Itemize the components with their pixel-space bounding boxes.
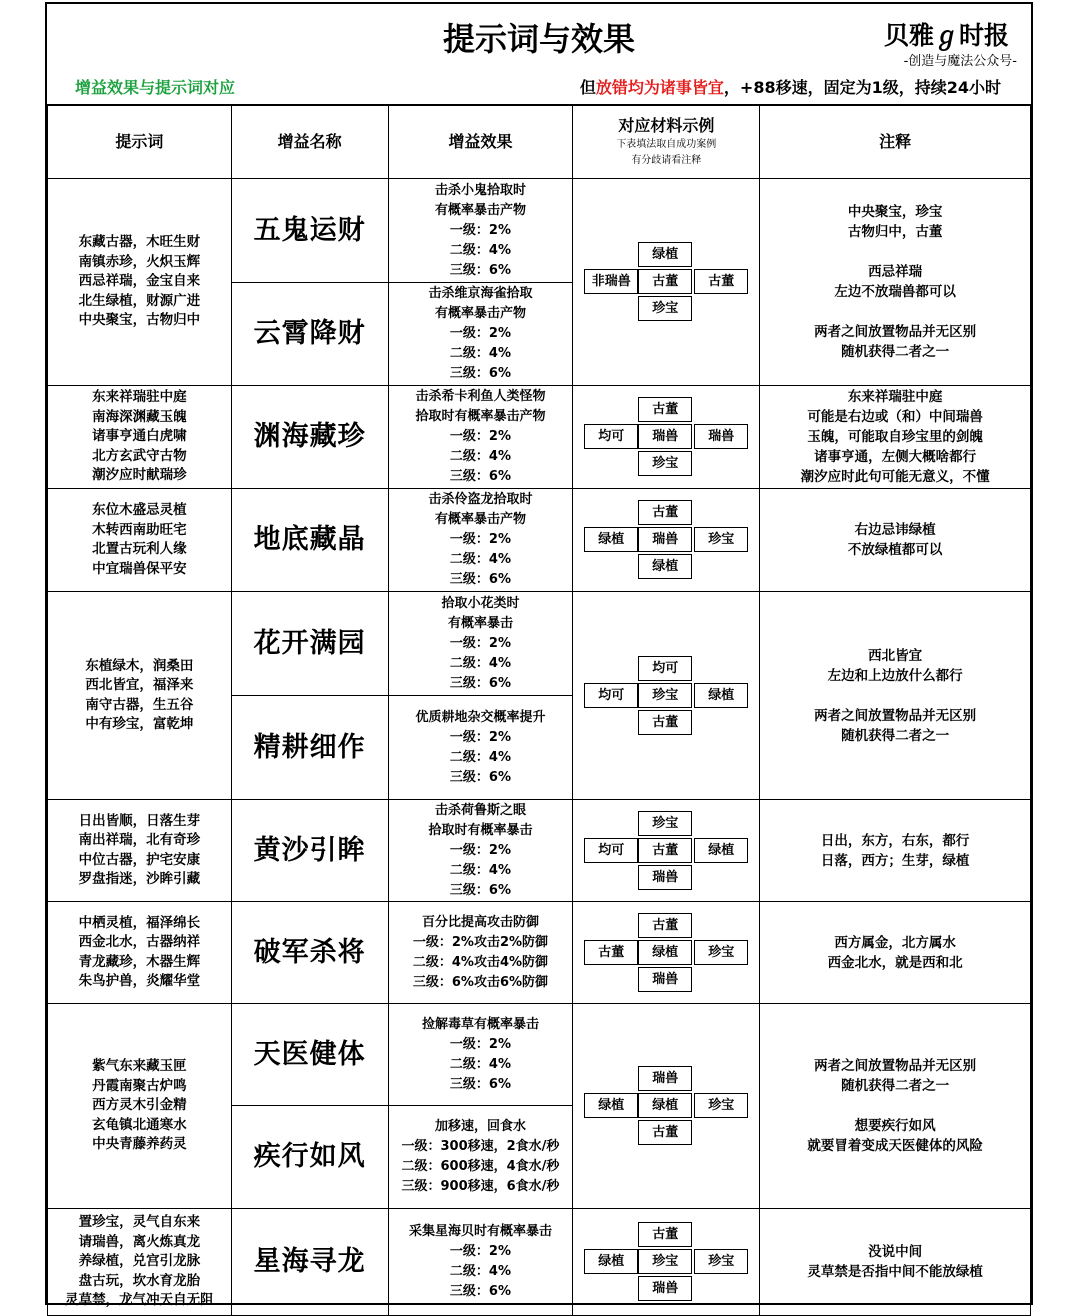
keyword-line: 南守古器，生五谷: [85, 696, 194, 713]
keyword-line: 西北皆宜，福泽来: [85, 677, 194, 693]
effect-line: 采集星海贝时有概率暴击: [408, 1224, 552, 1239]
materials-cell: [573, 489, 760, 592]
material-left: 均可: [584, 838, 638, 863]
materials-cross-grid: [584, 242, 748, 322]
keyword-line: 玄龟镇北通寒水: [92, 1116, 187, 1133]
effect-line: 击杀荷鲁斯之眼: [434, 802, 526, 818]
note-line: 没说中间: [868, 1244, 923, 1260]
buff-table: [47, 104, 1031, 1316]
buff-name: 地底藏晶: [231, 489, 388, 592]
keyword-line: 西方灵木引金精: [92, 1097, 187, 1114]
effect-line: 百分比提高攻击防御: [421, 914, 539, 930]
note-line: 右边忌讳绿植: [854, 522, 936, 538]
keyword-line: 北方玄武守古物: [92, 447, 187, 464]
effect-line: 三级：6%: [449, 1076, 511, 1092]
note-line: 东来祥瑞驻中庭: [847, 389, 943, 405]
col-header-buff-name: 增益名称: [231, 105, 388, 179]
material-left: 均可: [584, 424, 638, 449]
keyword-cell: [48, 386, 232, 489]
keyword-line: 中栖灵植，福泽绵长: [78, 914, 201, 931]
effect-line: 二级：4%: [449, 242, 511, 258]
effect-line: 三级：6%: [449, 769, 511, 785]
keyword-line: 潮汐应时献瑞珍: [92, 467, 187, 484]
materials-cell: [573, 800, 760, 902]
materials-cell: [573, 902, 760, 1004]
keyword-line: 罗盘指迷，沙眸引藏: [78, 871, 201, 887]
keyword-cell: [48, 179, 232, 386]
material-right: 珍宝: [694, 940, 748, 965]
buff-name: 精耕细作: [231, 696, 388, 800]
note-line: 日出，东方，右东，都行: [820, 832, 970, 849]
materials-cell: [573, 1209, 760, 1316]
group-row: [48, 902, 1031, 1004]
material-bottom: 瑞兽: [638, 865, 692, 890]
material-mid: 古董: [638, 269, 692, 294]
material-right: 古董: [694, 269, 748, 294]
materials-cross-grid: [584, 500, 748, 580]
effect-line: 二级：4%: [449, 1056, 511, 1072]
effect-line: 三级：6%: [449, 1284, 511, 1299]
material-left: 非瑞兽: [584, 269, 638, 294]
materials-cross-grid: [584, 397, 748, 477]
effect-line: 拾取时有概率暴击产物: [415, 409, 546, 424]
effect-line: 一级：2%: [449, 222, 511, 238]
keyword-line: 木转西南助旺宅: [92, 521, 187, 538]
material-left: 均可: [584, 683, 638, 708]
material-mid: 珍宝: [638, 683, 692, 708]
buff-name: 星海寻龙: [231, 1209, 388, 1316]
effect-cell: [388, 696, 573, 800]
material-mid: 绿植: [638, 940, 692, 965]
keyword-line: 中央青藤养药灵: [92, 1136, 187, 1153]
effect-line: 有概率暴击产物: [434, 306, 526, 321]
note-line: 两者之间放置物品并无区别: [814, 324, 977, 340]
material-right: 瑞兽: [694, 424, 748, 449]
brand-subtitle: -创造与魔法公众号-: [903, 54, 1017, 69]
rule-note-highlight: 放错均为诸事皆宜: [595, 78, 724, 97]
keyword-line: 西忌祥瑞，金宝自来: [78, 273, 201, 290]
notes-cell: [760, 179, 1031, 386]
keyword-line: 南出祥瑞，北有奇珍: [78, 832, 201, 848]
page-title: 提示词与效果: [442, 20, 635, 58]
buff-table-sheet: [45, 2, 1033, 1309]
effect-line: 捡解毒草有概率暴击: [421, 1016, 539, 1032]
note-line: 不放绿植都可以: [847, 542, 943, 558]
note-line: [760, 242, 1030, 262]
group-row: [48, 592, 1031, 696]
buff-name: 破军杀将: [231, 902, 388, 1004]
effect-cell: [388, 800, 573, 902]
keyword-cell: [48, 902, 232, 1004]
notes-cell: [760, 800, 1031, 902]
keyword-line: 东来祥瑞驻中庭: [92, 389, 187, 406]
effect-line: 二级：4%: [449, 449, 511, 464]
effect-line: 三级：6%: [449, 882, 511, 898]
keyword-line: 东藏古器，木旺生财: [78, 234, 201, 251]
keyword-cell: [48, 1004, 232, 1209]
effect-line: 一级：2%: [449, 429, 511, 444]
material-bottom: 珍宝: [638, 296, 692, 321]
material-bottom: 绿植: [638, 554, 692, 579]
keyword-line: 西金北水，古器纳祥: [78, 934, 201, 950]
material-top: 珍宝: [638, 811, 692, 836]
material-top: 古董: [638, 397, 692, 422]
effect-cell: [388, 283, 573, 386]
material-mid: 古董: [638, 838, 692, 863]
notes-cell: [760, 902, 1031, 1004]
note-line: 两者之间放置物品并无区别: [814, 1058, 977, 1074]
keyword-line: 南镇赤珍，火炽玉辉: [78, 253, 201, 270]
col-header-effect: 增益效果: [388, 105, 573, 179]
effect-line: 一级：2%: [449, 1036, 511, 1052]
material-right: 珍宝: [694, 1249, 748, 1274]
group-row: [48, 1004, 1031, 1106]
note-line: 诸事亨通，左侧大概啥都行: [814, 449, 977, 465]
effect-cell: [388, 489, 573, 592]
effect-line: 一级：2%攻击2%防御: [412, 934, 549, 950]
material-left: 古董: [584, 940, 638, 965]
keyword-line: 中位古器，护宅安康: [78, 851, 201, 868]
keyword-line: 盘古玩，坎水育龙胎: [78, 1272, 201, 1289]
effect-line: 二级：4%: [449, 862, 511, 878]
rule-note: [580, 75, 1001, 98]
notes-cell: [760, 386, 1031, 489]
effect-cell: [388, 1004, 573, 1106]
material-left: 绿植: [584, 527, 638, 552]
effect-line: 二级：4%: [449, 655, 511, 671]
material-top: 古董: [638, 913, 692, 938]
effect-line: 有概率暴击: [447, 615, 513, 631]
keyword-line: 中央聚宝，古物归中: [78, 312, 201, 329]
material-top: 瑞兽: [638, 1066, 692, 1091]
buff-name: 黄沙引眸: [231, 800, 388, 902]
note-line: 随机获得二者之一: [841, 1078, 950, 1094]
note-line: 可能是右边或（和）中间瑞兽: [807, 409, 983, 425]
note-line: 潮汐应时此句可能无意义，不懂: [800, 469, 990, 485]
materials-title: 对应材料示例: [618, 115, 715, 135]
effect-line: 一级：2%: [449, 635, 511, 651]
materials-cell: [573, 386, 760, 489]
effect-line: 二级：4%: [449, 346, 511, 361]
note-line: 西北皆宜: [868, 647, 923, 664]
materials-cell: [573, 179, 760, 386]
keyword-line: 青龙藏珍，木器生辉: [78, 953, 201, 970]
note-line: 就要冒着变成天医健体的风险: [807, 1138, 983, 1154]
materials-sub-2: 有分歧请看注释: [631, 154, 702, 166]
effect-line: 二级：4%: [449, 552, 511, 567]
keyword-line: 中有珍宝，富乾坤: [85, 716, 194, 732]
note-line: [760, 686, 1030, 706]
effect-line: 三级：6%攻击6%防御: [412, 974, 549, 990]
note-line: 随机获得二者之一: [841, 344, 950, 360]
column-header-row: [48, 105, 1031, 179]
keyword-line: 紫气东来藏玉匣: [92, 1058, 187, 1075]
material-left: 绿植: [584, 1249, 638, 1274]
effect-line: 一级：2%: [449, 842, 511, 858]
keyword-line: 置珍宝，灵气自东来: [78, 1214, 201, 1231]
effect-line: 三级：900移速，6食水/秒: [401, 1179, 560, 1194]
effect-cell: [388, 386, 573, 489]
keyword-line: 诸事亨通白虎啸: [92, 428, 187, 445]
effect-line: 二级：4%: [449, 1264, 511, 1279]
buff-name: 五鬼运财: [231, 179, 388, 283]
effect-line: 二级：4%攻击4%防御: [412, 954, 549, 970]
rule-note-pre: 但: [579, 78, 596, 97]
effect-line: 击杀小鬼拾取时: [434, 182, 526, 198]
col-header-materials: [573, 105, 760, 179]
note-line: 玉魄，可能取自珍宝里的剑魄: [807, 429, 983, 445]
keyword-line: 灵草禁，龙气冲天自无阻: [65, 1292, 214, 1309]
material-bottom: 瑞兽: [638, 1276, 692, 1301]
effect-cell: [388, 592, 573, 696]
material-right: 绿植: [694, 838, 748, 863]
keyword-line: 请瑞兽，离火炼真龙: [78, 1233, 201, 1250]
note-line: 日落，西方；生芽，绿植: [820, 852, 970, 869]
note-line: 灵草禁是否指中间不能放绿植: [807, 1264, 983, 1280]
buff-name: 云霄降财: [231, 283, 388, 386]
material-top: 绿植: [638, 242, 692, 267]
keyword-line: 南海深渊藏玉魄: [92, 408, 187, 425]
material-mid: 瑞兽: [638, 527, 692, 552]
effect-line: 有概率暴击产物: [434, 202, 526, 218]
effect-line: 三级：6%: [449, 572, 511, 587]
effect-cell: [388, 902, 573, 1004]
materials-cell: [573, 592, 760, 800]
keyword-cell: [48, 592, 232, 800]
keyword-cell: [48, 1209, 232, 1316]
keyword-line: 北置古玩利人缘: [92, 541, 187, 557]
keyword-line: 东位木盛忌灵植: [92, 502, 187, 518]
keyword-line: 日出皆顺，日落生芽: [78, 812, 201, 829]
group-row: [48, 386, 1031, 489]
note-line: 两者之间放置物品并无区别: [814, 707, 977, 724]
notes-cell: [760, 1209, 1031, 1316]
effect-line: 击杀伶盗龙拾取时: [428, 492, 533, 507]
note-line: [760, 302, 1030, 322]
group-row: [48, 179, 1031, 283]
note-line: [760, 1096, 1030, 1116]
green-subtitle: 增益效果与提示词对应: [75, 78, 236, 97]
effect-line: 加移速，回食水: [434, 1119, 526, 1134]
material-top: 均可: [638, 656, 692, 681]
buff-name: 花开满园: [231, 592, 388, 696]
effect-line: 三级：6%: [449, 675, 511, 691]
materials-cross-grid: [584, 1066, 748, 1146]
rule-note-post: ，+88移速，固定为1级，持续24小时: [723, 78, 1001, 97]
materials-cross-grid: [584, 656, 748, 736]
materials-sub-1: 下表填法取自成功案例: [616, 138, 717, 150]
col-header-keywords: 提示词: [48, 105, 232, 179]
effect-cell: [388, 1106, 573, 1209]
col-header-notes: 注释: [760, 105, 1031, 179]
notes-cell: [760, 592, 1031, 800]
effect-cell: [388, 179, 573, 283]
group-row: [48, 489, 1031, 592]
material-right: 珍宝: [694, 1093, 748, 1118]
effect-line: 拾取时有概率暴击: [428, 822, 533, 838]
material-bottom: 古董: [638, 710, 692, 735]
materials-cross-grid: [584, 913, 748, 993]
effect-line: 三级：6%: [449, 469, 511, 484]
effect-line: 一级：2%: [449, 326, 511, 341]
effect-line: 一级：2%: [449, 532, 511, 547]
note-line: 西忌祥瑞: [868, 264, 923, 280]
effect-line: 击杀维京海雀拾取: [428, 286, 533, 301]
material-left: 绿植: [584, 1093, 638, 1118]
notes-cell: [760, 489, 1031, 592]
keyword-line: 养绿植，兑宫引龙脉: [78, 1253, 201, 1270]
effect-cell: [388, 1209, 573, 1316]
keyword-line: 朱鸟护兽，炎耀华堂: [78, 973, 201, 989]
effect-line: 拾取小花类时: [441, 595, 520, 611]
material-mid: 珍宝: [638, 1249, 692, 1274]
material-top: 古董: [638, 1222, 692, 1247]
keyword-line: 中宜瑞兽保平安: [92, 560, 187, 577]
material-bottom: 瑞兽: [638, 967, 692, 992]
buff-name: 渊海藏珍: [231, 386, 388, 489]
effect-line: 击杀希卡利鱼人类怪物: [415, 389, 546, 404]
keyword-cell: [48, 489, 232, 592]
note-line: 想要疾行如风: [854, 1118, 936, 1134]
effect-line: 二级：4%: [449, 749, 511, 765]
note-line: 左边不放瑞兽都可以: [834, 284, 956, 300]
material-top: 古董: [638, 500, 692, 525]
material-bottom: 古董: [638, 1120, 692, 1145]
material-bottom: 珍宝: [638, 451, 692, 476]
sheet-header: [47, 4, 1031, 106]
materials-cross-grid: [584, 1222, 748, 1302]
effect-line: 一级：2%: [449, 729, 511, 745]
material-right: 绿植: [694, 683, 748, 708]
material-mid: 绿植: [638, 1093, 692, 1118]
note-line: 左边和上边放什么都行: [827, 667, 963, 684]
note-line: 随机获得二者之一: [841, 727, 950, 744]
group-row: [48, 1209, 1031, 1316]
brand-logo: 贝雅ℊ时报: [883, 21, 1009, 50]
keyword-line: 北生绿植，财源广进: [78, 292, 201, 309]
keyword-line: 东植绿木，润桑田: [85, 657, 194, 674]
note-line: 中央聚宝，珍宝: [847, 204, 943, 220]
note-line: 西方属金，北方属水: [834, 934, 956, 951]
effect-line: 三级：6%: [449, 262, 511, 278]
buff-name: 天医健体: [231, 1004, 388, 1106]
effect-line: 有概率暴击产物: [434, 512, 526, 527]
material-mid: 瑞兽: [638, 424, 692, 449]
effect-line: 三级：6%: [449, 366, 511, 381]
note-line: 西金北水，就是西和北: [827, 954, 963, 971]
materials-cross-grid: [584, 811, 748, 891]
note-line: 古物归中，古董: [847, 224, 943, 240]
keyword-cell: [48, 800, 232, 902]
group-row: [48, 800, 1031, 902]
notes-cell: [760, 1004, 1031, 1209]
materials-cell: [573, 1004, 760, 1209]
keyword-line: 丹霞南聚古炉鸣: [92, 1077, 187, 1094]
buff-name: 疾行如风: [231, 1106, 388, 1209]
effect-line: 一级：2%: [449, 1244, 511, 1259]
effect-line: 一级：300移速，2食水/秒: [401, 1139, 560, 1154]
effect-line: 优质耕地杂交概率提升: [415, 709, 546, 725]
material-right: 珍宝: [694, 527, 748, 552]
effect-line: 二级：600移速，4食水/秒: [401, 1159, 560, 1174]
